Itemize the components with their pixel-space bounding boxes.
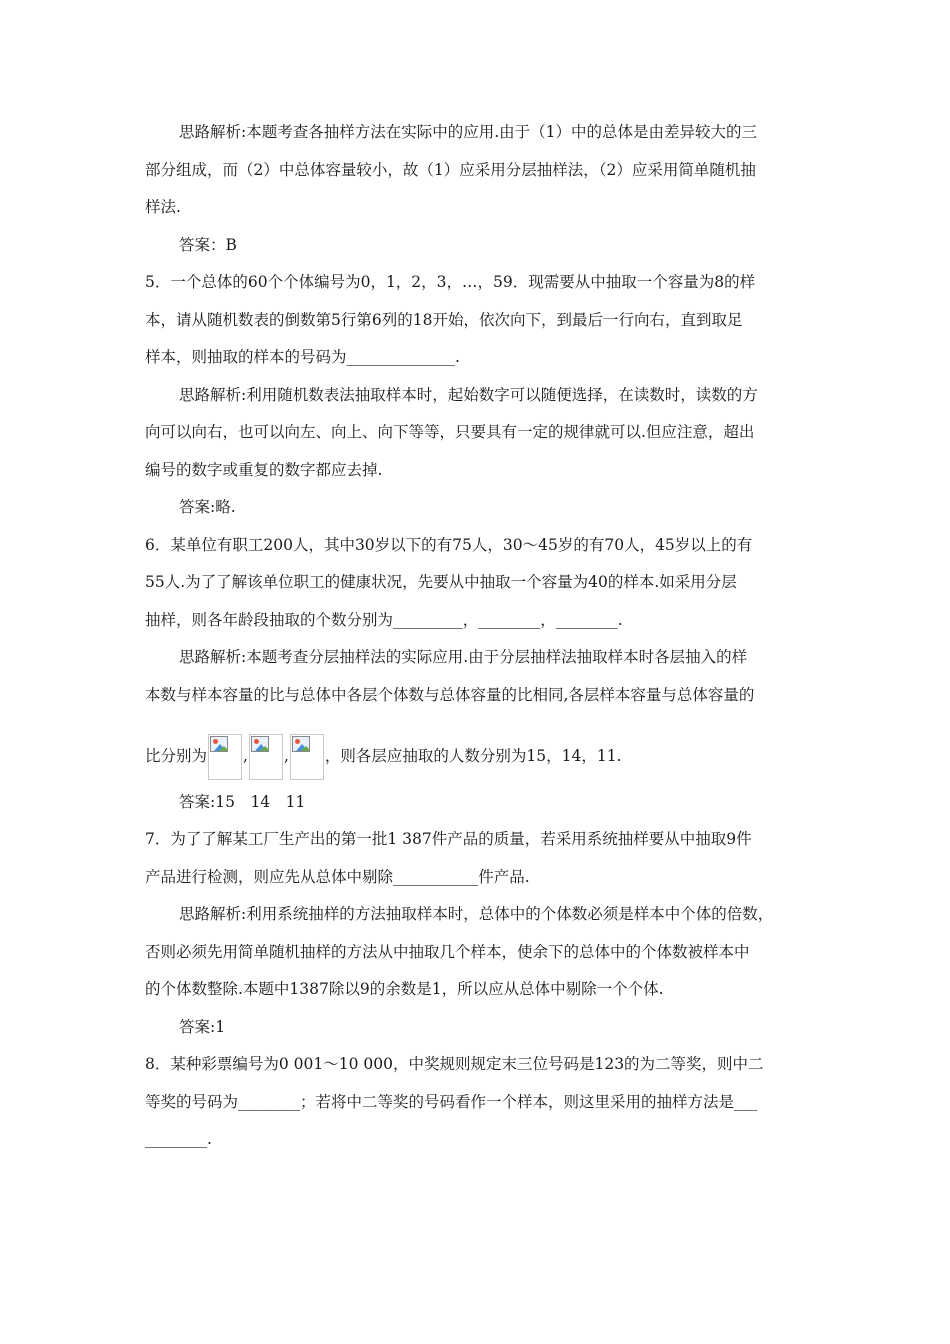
question-line: 7．为了了解某工厂生产出的第一批1 387件产品的质量，若采用系统抽样要从中抽取9件 bbox=[145, 830, 752, 848]
document-page bbox=[145, 122, 810, 1149]
text-line: 思路解析:利用随机数表法抽取样本时，起始数字可以随便选择，在读数时，读数的方 bbox=[179, 385, 758, 404]
text-line: 55人.为了了解该单位职工的健康状况，先要从中抽取一个容量为40的样本.如采用分层 bbox=[145, 573, 737, 591]
text-line: 思路解析:本题考查分层抽样法的实际应用.由于分层抽样法抽取样本时各层抽入的样 bbox=[179, 648, 748, 666]
text-line: 思路解析:利用系统抽样的方法抽取样本时，总体中的个体数必须是样本中个体的倍数， bbox=[179, 905, 774, 923]
ratio-suffix: ，则各层应抽取的人数分别为15，14，11. bbox=[324, 746, 622, 765]
text-line: 的个体数整除.本题中1387除以9的余数是1，所以应从总体中剔除一个个体. bbox=[145, 980, 664, 998]
text-line: 本数与样本容量的比与总体中各层个体数与总体容量的比相同,各层样本容量与总体容量的 bbox=[145, 685, 755, 704]
answer-line: 答案:1 bbox=[179, 1017, 226, 1036]
answer-line: 答案:15 14 11 bbox=[179, 792, 306, 811]
question-line: 5．一个总体的60个个体编号为0，1，2，3，…，59．现需要从中抽取一个容量为8的样 bbox=[145, 273, 756, 291]
question-line: 8．某种彩票编号为0 001～10 000，中奖规则规定末三位号码是123的为二等奖，则中二 bbox=[145, 1055, 764, 1073]
text-line: 本，请从随机数表的倒数第5行第6列的18开始，依次向下，到最后一行向右，直到取足 bbox=[145, 310, 743, 329]
text-line: 否则必须先用简单随机抽样的方法从中抽取几个样本，使余下的总体中的个体数被样本中 bbox=[145, 942, 750, 961]
text-line: 产品进行检测，则应先从总体中剔除___________件产品. bbox=[145, 867, 530, 886]
answer-line: 答案:略. bbox=[179, 498, 236, 516]
ratio-prefix: 比分别为 bbox=[145, 746, 208, 765]
ratio-separator: , bbox=[243, 746, 248, 765]
broken-image-icon bbox=[249, 734, 283, 780]
text-line: 部分组成，而（2）中总体容量较小，故（1）应采用分层抽样法，（2）应采用简单随机抽 bbox=[145, 160, 756, 179]
text-line: 编号的数字或重复的数字都应去掉. bbox=[145, 460, 383, 479]
text-line: 抽样，则各年龄段抽取的个数分别为_________，________，________. bbox=[145, 610, 623, 629]
ratio-line bbox=[145, 731, 810, 781]
text-line: 思路解析:本题考查各抽样方法在实际中的应用.由于（1）中的总体是由差异较大的三 bbox=[179, 123, 758, 141]
text-line: 样本，则抽取的样本的号码为______________. bbox=[145, 348, 460, 366]
broken-image-icon bbox=[208, 734, 242, 780]
broken-image-icon bbox=[290, 734, 324, 780]
answer-line: 答案：B bbox=[179, 235, 237, 254]
text-line: 等奖的号码为________；若将中二等奖的号码看作一个样本，则这里采用的抽样方法是___ bbox=[145, 1092, 758, 1111]
text-line: ________. bbox=[145, 1130, 212, 1148]
text-line: 样法. bbox=[145, 198, 181, 216]
question-line: 6．某单位有职工200人，其中30岁以下的有75人，30～45岁的有70人，45岁以上的有 bbox=[145, 535, 753, 554]
ratio-separator: , bbox=[283, 746, 289, 765]
text-line: 向可以向右，也可以向左、向上、向下等等，只要具有一定的规律就可以.但应注意，超出 bbox=[145, 423, 755, 441]
